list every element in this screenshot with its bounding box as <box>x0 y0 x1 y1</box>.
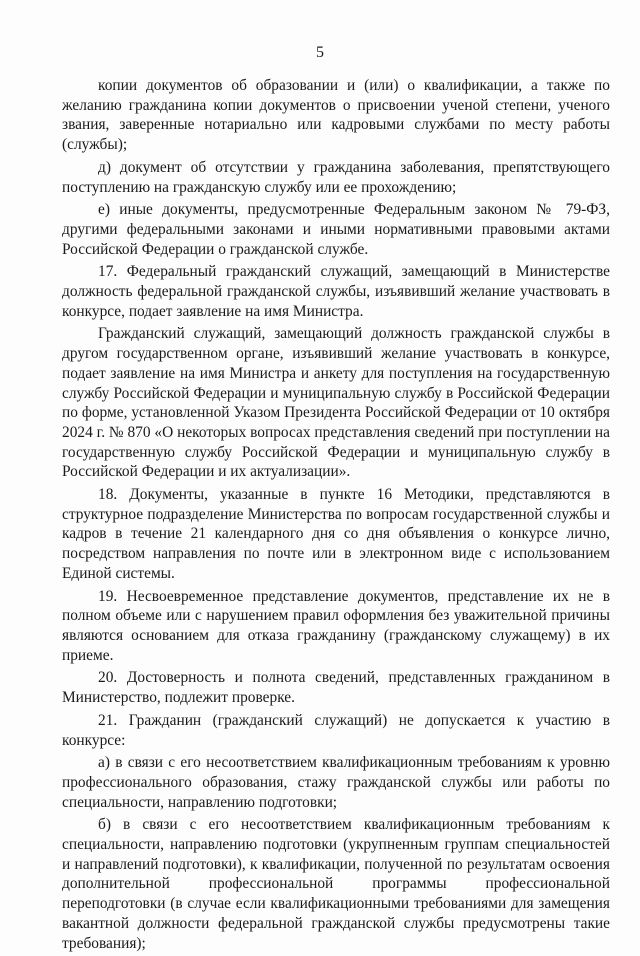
paragraph-a-education-requirements: а) в связи с его несоответствием квалификационным требованиям к уровню профессионального образования, стажу гражданской службы или работы по специальности, направлению подготовки; <box>62 754 610 811</box>
paragraph-18-document-submission: 18. Документы, указанные в пункте 16 Методики, представляются в структурное подразделение Министерства по вопросам государственной службы и кадров в течение 21 календарного дня со дня объявления о конкурсе лично, посредством направления по почте или в электронном виде с использованием Единой системы. <box>62 486 610 582</box>
paragraph-d-medical-certificate: д) документ об отсутствии у гражданина заболевания, препятствующего поступлению на гражданскую службу или ее прохождению; <box>62 158 610 196</box>
page-number: 5 <box>316 44 324 61</box>
paragraph-other-agency-servant: Гражданский служащий, замещающий должность гражданской службы в другом государственном органе, изъявивший желание участвовать в конкурсе, подает заявление на имя Министра и анкету для поступления на государственную службу Российской Федерации и муниципальную службу в Российской Федерации по форме, установленной Указом Президента Российской Федерации от 10 октября 2024 г. № 870 «О некоторых вопросах представления сведений при поступлении на государственную службу Российской Федерации и муниципальную службу в Российской Федерации и их актуализации». <box>62 325 610 481</box>
paragraph-19-late-submission: 19. Несвоевременное представление документов, представление их не в полном объеме или с нарушением правил оформления без уважительной причины являются основанием для отказа гражданину (гражданскому служащему) в их приеме. <box>62 587 610 664</box>
paragraph-copies-of-documents: копии документов об образовании и (или) о квалификации, а также по желанию гражданина копии документов о присвоении ученой степени, ученого звания, заверенные нотариально или кадровыми службами по месту работы (службы); <box>62 77 610 154</box>
paragraph-17-federal-servant: 17. Федеральный гражданский служащий, замещающий в Министерстве должность федеральной гражданской службы, изъявивший желание участвовать в конкурсе, подает заявление на имя Министра. <box>62 263 610 320</box>
paragraph-e-other-documents: е) иные документы, предусмотренные Федеральным законом № 79-ФЗ, другими федеральными законами и иными нормативными правовыми актами Российской Федерации о гражданской службе. <box>62 201 610 258</box>
paragraph-b-specialty-requirements: б) в связи с его несоответствием квалификационным требованиям к специальности, направлению подготовки (укрупненным группам специальностей и направлений подготовки), к квалификации, полученной по результатам освоения дополнительной профессиональной программы профессиональной переподготовки (в случае если квалификационными требованиями для замещения вакантной должности федеральной гражданской службы предусмотрены такие требования); <box>62 816 610 952</box>
document-body <box>62 76 610 956</box>
paragraph-20-verification: 20. Достоверность и полнота сведений, представленных гражданином в Министерство, подлежит проверке. <box>62 669 610 707</box>
paragraph-21-not-admitted: 21. Гражданин (гражданский служащий) не допускается к участию в конкурсе: <box>62 711 610 749</box>
